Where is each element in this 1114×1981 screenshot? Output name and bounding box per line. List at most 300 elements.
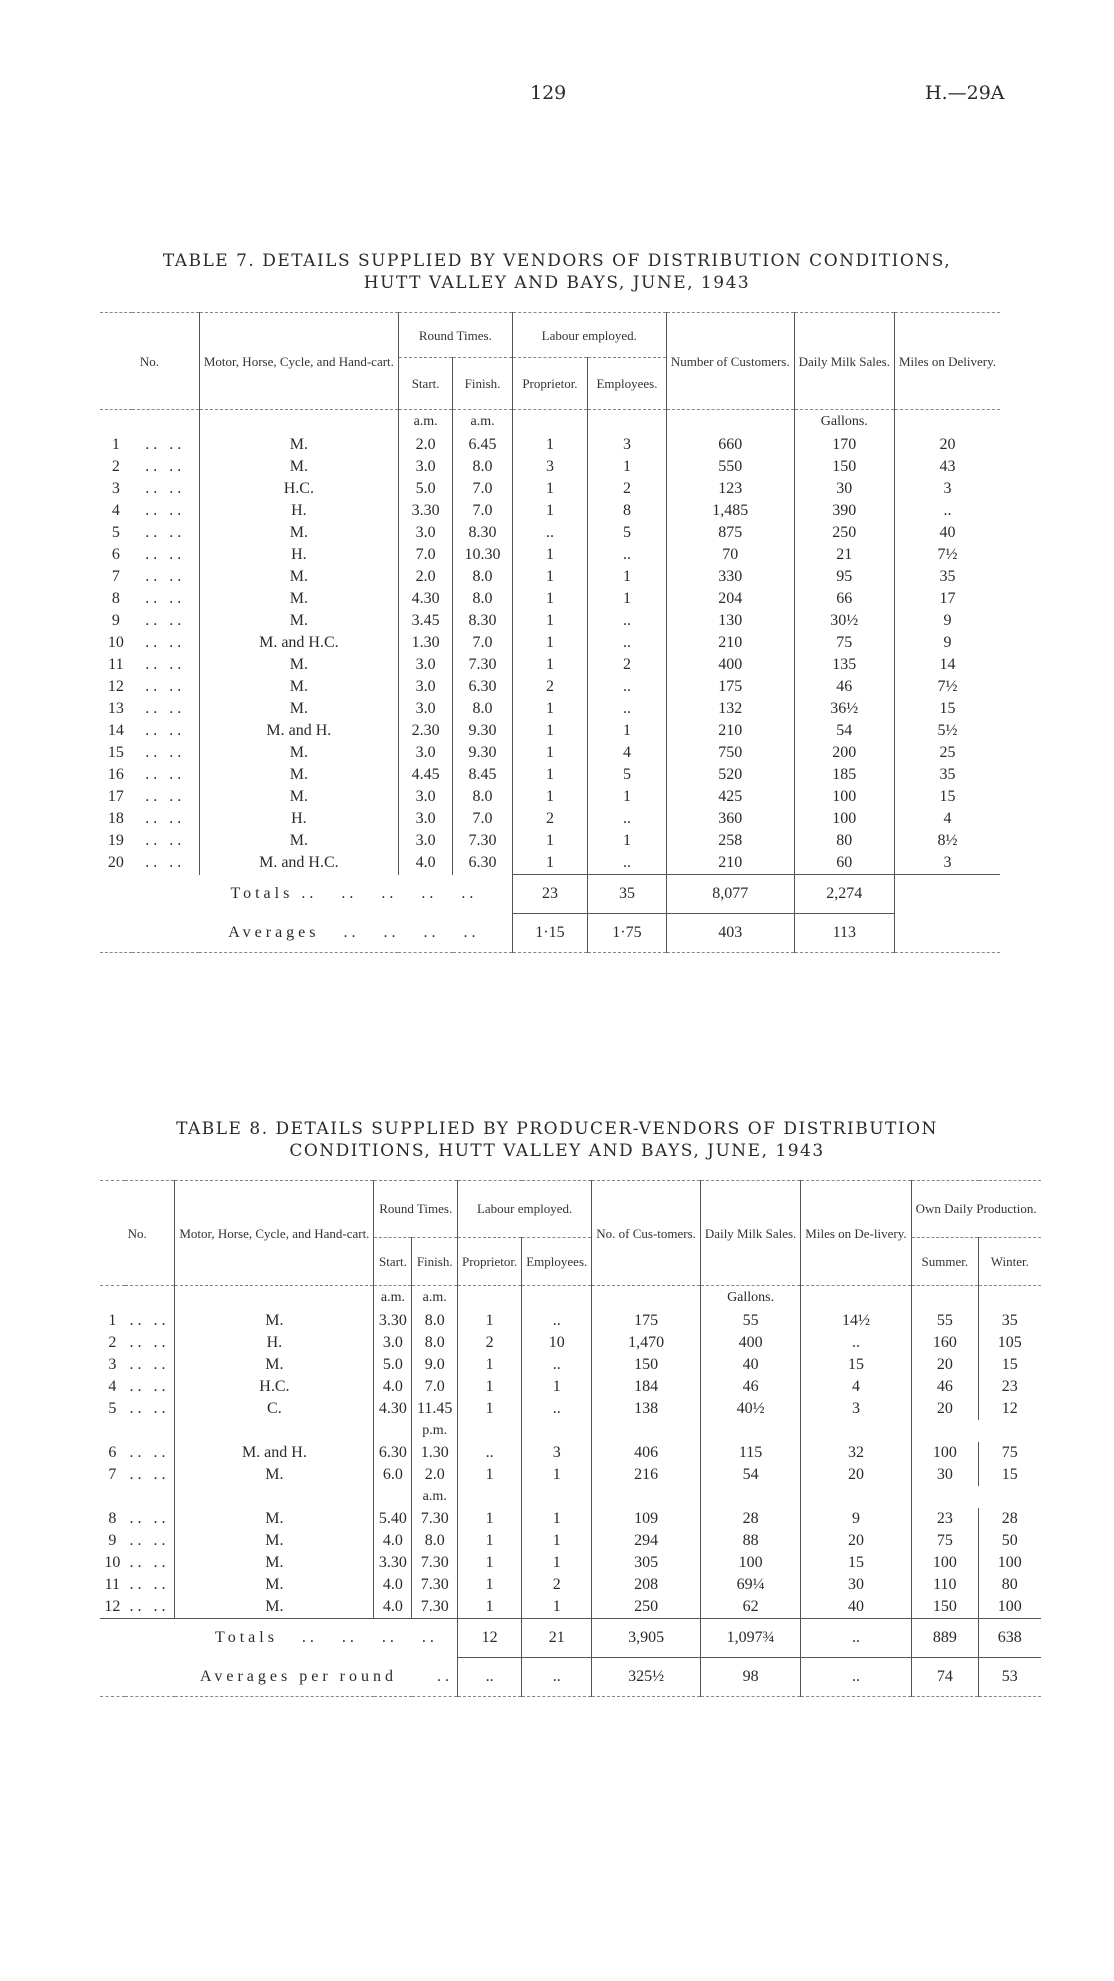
t7-cell-customers: 425 [666, 786, 794, 808]
t8-table-row [100, 1464, 1041, 1486]
t8-cell-sales: 69¼ [700, 1574, 800, 1596]
t7-row-number: 13 [107, 700, 124, 717]
t7-table-row [100, 632, 1000, 654]
t8-cell-winter: 15 [1001, 1356, 1018, 1373]
t8-header-no: No. [100, 1181, 175, 1286]
t8-cell-customers: 138 [592, 1398, 701, 1420]
t8-blank [700, 1420, 800, 1442]
t7-row-number: 5 [111, 524, 120, 541]
t7-cell-customers: 400 [666, 654, 794, 676]
t7-averages-row: Averages .. .. .. .. 1·15 1·75 403 113 [100, 914, 1000, 953]
t7-cell-start: 3.0 [398, 786, 452, 808]
t8-cell-miles: 40 [801, 1596, 911, 1619]
t7-cell-finish: 7.0 [453, 632, 512, 654]
t8-cell-proprietor: 1 [457, 1398, 521, 1420]
t8-cell-proprietor: 1 [457, 1596, 521, 1619]
t8-averages-employees: .. [522, 1658, 592, 1697]
t8-blank [592, 1420, 701, 1442]
t7-cell-proprietor: 2 [512, 676, 587, 698]
t8-cell-finish: 2.0 [412, 1464, 458, 1486]
t8-table-row [100, 1530, 1041, 1552]
t8-table-row [100, 1552, 1041, 1574]
t7-cell-sales: 54 [794, 720, 894, 742]
t8-cell-customers: 294 [592, 1530, 701, 1552]
table8 [100, 1180, 1041, 1697]
t8-blank [979, 1486, 1041, 1508]
t8-cell-winter: 35 [1001, 1312, 1018, 1329]
t7-cell-motor: M. [199, 742, 398, 764]
t8-cell-employees: 1 [522, 1464, 592, 1486]
t7-cell-start: 5.0 [398, 478, 452, 500]
t7-header-proprietor: Proprietor. [512, 358, 587, 410]
t7-cell-employees: 1 [588, 456, 667, 478]
t7-row-number: 20 [107, 854, 124, 872]
t7-cell-employees: 2 [588, 654, 667, 676]
t7-cell-employees: 5 [588, 764, 667, 786]
t7-cell-sales: 30 [794, 478, 894, 500]
t8-blank [100, 1486, 125, 1508]
t8-cell-summer: 46 [911, 1376, 978, 1398]
t7-cell-employees: .. [588, 544, 667, 566]
t8-averages-proprietor: .. [457, 1658, 521, 1697]
t8-cell-sales: 28 [700, 1508, 800, 1530]
t7-leader-dots: .. .. [145, 590, 186, 607]
t7-cell-proprietor: 1 [512, 610, 587, 632]
t8-cell-motor: C. [175, 1398, 374, 1420]
t7-leader-dots: .. .. [145, 436, 186, 453]
t7-cell-miles: 15 [939, 700, 956, 717]
t8-cell-sales: 400 [700, 1332, 800, 1354]
t7-cell-customers: 520 [666, 764, 794, 786]
t8-table-row [100, 1508, 1041, 1530]
t8-row-number: 7 [108, 1466, 117, 1483]
t8-cell-miles: 30 [801, 1574, 911, 1596]
t8-totals-proprietor: 12 [457, 1619, 521, 1658]
t7-cell-start: 3.0 [398, 742, 452, 764]
t7-cell-finish: 7.0 [453, 500, 512, 522]
t8-cell-motor: M. [175, 1310, 374, 1332]
t8-cell-customers: 305 [592, 1552, 701, 1574]
t8-cell-customers: 184 [592, 1376, 701, 1398]
t7-leader-dots: .. .. [145, 480, 186, 497]
t7-table-row [100, 588, 1000, 610]
t7-cell-motor: M. and H.C. [199, 632, 398, 654]
t7-cell-customers: 130 [666, 610, 794, 632]
t7-cell-finish: 7.30 [453, 830, 512, 852]
t8-cell-sales: 46 [700, 1376, 800, 1398]
t8-cell-start: 4.0 [374, 1596, 412, 1619]
t7-cell-sales: 46 [794, 676, 894, 698]
t7-table-row [100, 808, 1000, 830]
t8-table-row [100, 1574, 1041, 1596]
t8-row-number: 5 [108, 1400, 117, 1417]
t8-cell-start: 6.30 [374, 1442, 412, 1464]
t8-blank [374, 1420, 412, 1442]
t7-cell-employees: .. [588, 852, 667, 875]
t8-row-number: 12 [104, 1598, 121, 1615]
t7-cell-employees: 4 [588, 742, 667, 764]
t7-cell-employees: 1 [588, 566, 667, 588]
t8-cell-employees: 1 [522, 1508, 592, 1530]
t8-cell-miles: 14½ [801, 1310, 911, 1332]
t8-cell-miles: 20 [801, 1530, 911, 1552]
t8-cell-winter: 105 [997, 1334, 1022, 1351]
t7-cell-start: 2.0 [398, 434, 452, 456]
t8-cell-proprietor: 1 [457, 1530, 521, 1552]
t8-header-employees: Employees. [522, 1237, 592, 1285]
t8-cell-motor: H.C. [175, 1376, 374, 1398]
page-number: 129 [530, 82, 567, 104]
t7-cell-start: 1.30 [398, 632, 452, 654]
t7-row-number: 9 [111, 612, 120, 629]
t8-cell-proprietor: 1 [457, 1574, 521, 1596]
t8-table-row [100, 1376, 1041, 1398]
t7-cell-proprietor: 3 [512, 456, 587, 478]
t8-blank [100, 1420, 125, 1442]
t8-cell-summer: 55 [911, 1310, 978, 1332]
t7-cell-start: 3.0 [398, 830, 452, 852]
t7-cell-finish: 8.45 [453, 764, 512, 786]
t8-cell-proprietor: 1 [457, 1552, 521, 1574]
t7-cell-sales: 75 [794, 632, 894, 654]
t8-cell-sales: 40½ [700, 1398, 800, 1420]
t7-leader-dots: .. .. [145, 744, 186, 761]
t8-totals-winter: 638 [979, 1619, 1041, 1658]
t8-cell-employees: 1 [522, 1596, 592, 1619]
t8-cell-employees: 2 [522, 1574, 592, 1596]
t7-table-row [100, 830, 1000, 852]
t7-row-number: 16 [107, 766, 124, 783]
t8-cell-winter: 100 [997, 1598, 1022, 1615]
t8-cell-employees: .. [522, 1398, 592, 1420]
t7-totals-row: Totals .. .. .. .. .. 23 35 8,077 2,274 [100, 875, 1000, 914]
t7-header-start: Start. [398, 358, 452, 410]
t8-averages-row: Averages per round .. .. .. 325½ 98 .. 74 53 [100, 1658, 1041, 1697]
t7-cell-miles: 7½ [937, 678, 958, 695]
t7-totals-customers: 8,077 [666, 875, 794, 914]
t8-averages-summer: 74 [911, 1658, 978, 1697]
t8-cell-customers: 1,470 [592, 1332, 701, 1354]
t8-cell-customers: 150 [592, 1354, 701, 1376]
t7-cell-customers: 210 [666, 720, 794, 742]
t8-header-round-times: Round Times. [374, 1181, 458, 1238]
t7-cell-finish: 9.30 [453, 742, 512, 764]
t7-cell-start: 2.30 [398, 720, 452, 742]
t7-cell-motor: M. [199, 588, 398, 610]
t7-cell-start: 3.0 [398, 654, 452, 676]
t8-cell-motor: M. [175, 1464, 374, 1486]
t7-leader-dots: .. .. [145, 524, 186, 541]
t7-cell-start: 3.0 [398, 808, 452, 830]
t7-row-number: 3 [111, 480, 120, 497]
t7-cell-customers: 175 [666, 676, 794, 698]
t7-cell-proprietor: 1 [512, 654, 587, 676]
t7-cell-motor: M. [199, 610, 398, 632]
t7-cell-sales: 250 [794, 522, 894, 544]
t7-header-finish: Finish. [453, 358, 512, 410]
t7-cell-finish: 8.0 [453, 456, 512, 478]
t7-table-row [100, 742, 1000, 764]
t7-leader-dots: .. .. [145, 766, 186, 783]
t7-cell-proprietor: 1 [512, 544, 587, 566]
t7-cell-sales: 21 [794, 544, 894, 566]
t8-blank [522, 1486, 592, 1508]
t8-averages-customers: 325½ [592, 1658, 701, 1697]
t8-row-number: 11 [104, 1576, 121, 1593]
t8-cell-finish: 7.30 [412, 1552, 458, 1574]
t7-cell-miles: 15 [939, 788, 956, 805]
t7-row-number: 1 [111, 436, 120, 453]
t7-cell-miles: 3 [943, 480, 952, 497]
t8-cell-employees: 1 [522, 1552, 592, 1574]
t8-blank [457, 1486, 521, 1508]
table7-title-line1: TABLE 7. DETAILS SUPPLIED BY VENDORS OF DISTRIBUTION CONDITIONS, [162, 251, 952, 271]
t8-table-row [100, 1310, 1041, 1332]
t7-cell-proprietor: 1 [512, 478, 587, 500]
t7-cell-employees: .. [588, 698, 667, 720]
t8-totals-customers: 3,905 [592, 1619, 701, 1658]
t7-row-number: 8 [111, 590, 120, 607]
t8-leader-dots: .. .. [129, 1334, 170, 1351]
t8-row-number: 2 [108, 1334, 117, 1351]
t7-cell-motor: H. [199, 544, 398, 566]
t7-cell-start: 3.45 [398, 610, 452, 632]
t7-cell-miles: 3 [943, 854, 952, 871]
document-reference: H.—29A [925, 82, 1005, 104]
t7-cell-proprietor: 1 [512, 852, 587, 875]
t7-leader-dots: .. .. [145, 810, 186, 827]
t8-totals-sales: 1,097¾ [700, 1619, 800, 1658]
t7-cell-sales: 30½ [794, 610, 894, 632]
t8-cell-motor: M. and H. [175, 1442, 374, 1464]
t8-blank [125, 1486, 175, 1508]
t7-cell-finish: 6.45 [453, 434, 512, 456]
t8-header-proprietor: Proprietor. [457, 1237, 521, 1285]
t7-leader-dots: .. .. [145, 678, 186, 695]
t7-row-number: 10 [107, 634, 124, 651]
t7-table-row [100, 676, 1000, 698]
t7-cell-motor: H. [199, 500, 398, 522]
t8-table-row [100, 1442, 1041, 1464]
t7-cell-employees: 1 [588, 588, 667, 610]
t7-cell-finish: 8.0 [453, 698, 512, 720]
t7-cell-employees: 1 [588, 830, 667, 852]
t7-cell-customers: 258 [666, 830, 794, 852]
t8-blank [801, 1420, 911, 1442]
t7-cell-finish: 7.0 [453, 478, 512, 500]
table7 [100, 312, 1000, 953]
t8-header-customers: No. of Cus-tomers. [592, 1181, 701, 1286]
t7-cell-customers: 1,485 [666, 500, 794, 522]
t7-row-number: 2 [111, 458, 120, 475]
t8-cell-miles: 4 [801, 1376, 911, 1398]
t8-cell-winter: 100 [997, 1554, 1022, 1571]
t8-cell-start: 5.0 [374, 1354, 412, 1376]
t7-leader-dots: .. .. [145, 458, 186, 475]
t8-cell-sales: 54 [700, 1464, 800, 1486]
t8-cell-customers: 250 [592, 1596, 701, 1619]
t8-leader-dots: .. .. [129, 1598, 170, 1615]
t8-cell-miles: 3 [801, 1398, 911, 1420]
t8-cell-motor: M. [175, 1354, 374, 1376]
t8-row-number: 10 [104, 1554, 121, 1571]
t7-cell-customers: 330 [666, 566, 794, 588]
t7-cell-sales: 170 [794, 434, 894, 456]
t7-cell-employees: .. [588, 676, 667, 698]
t8-cell-summer: 100 [911, 1442, 978, 1464]
t8-cell-proprietor: 1 [457, 1376, 521, 1398]
t7-cell-motor: M. [199, 522, 398, 544]
t8-averages-winter: 53 [979, 1658, 1041, 1697]
t8-blank [700, 1486, 800, 1508]
t7-header-customers: Number of Customers. [666, 313, 794, 410]
t7-header-round-times: Round Times. [398, 313, 512, 358]
t8-cell-customers: 208 [592, 1574, 701, 1596]
t8-header-labour: Labour employed. [457, 1181, 591, 1238]
t7-cell-start: 3.0 [398, 698, 452, 720]
t7-cell-start: 3.30 [398, 500, 452, 522]
t7-cell-customers: 70 [666, 544, 794, 566]
t7-table-row [100, 786, 1000, 808]
t7-cell-employees: 1 [588, 720, 667, 742]
t8-leader-dots: .. .. [129, 1312, 170, 1329]
t7-cell-motor: H. [199, 808, 398, 830]
t8-cell-customers: 406 [592, 1442, 701, 1464]
t7-cell-finish: 7.0 [453, 808, 512, 830]
t7-leader-dots: .. .. [145, 568, 186, 585]
t8-header-motor: Motor, Horse, Cycle, and Hand-cart. [175, 1181, 374, 1286]
t7-cell-start: 3.0 [398, 522, 452, 544]
t7-unit-start: a.m. [398, 410, 452, 435]
t8-header-own: Own Daily Production. [911, 1181, 1040, 1238]
t8-cell-finish: 8.0 [412, 1332, 458, 1354]
t8-cell-finish: 8.0 [412, 1310, 458, 1332]
table8-title [0, 1118, 1114, 1162]
t7-leader-dots: .. .. [145, 788, 186, 805]
t7-cell-employees: 3 [588, 434, 667, 456]
t8-row-number: 1 [108, 1312, 117, 1329]
t8-cell-summer: 30 [911, 1464, 978, 1486]
t7-cell-finish: 8.30 [453, 610, 512, 632]
t7-cell-miles: 35 [939, 568, 956, 585]
t7-cell-start: 4.30 [398, 588, 452, 610]
t7-totals-label: Totals [230, 885, 294, 902]
t8-totals-label: Totals [215, 1629, 278, 1647]
t8-cell-proprietor: .. [457, 1442, 521, 1464]
t8-leader-dots: .. .. [129, 1466, 170, 1483]
t8-cell-motor: H. [175, 1332, 374, 1354]
t7-cell-sales: 95 [794, 566, 894, 588]
t8-cell-employees: 1 [522, 1376, 592, 1398]
t7-cell-miles: 9 [943, 634, 952, 651]
t8-blank [175, 1420, 374, 1442]
t8-blank [457, 1420, 521, 1442]
t7-leader-dots: .. .. [145, 546, 186, 563]
t8-cell-miles: 32 [801, 1442, 911, 1464]
t7-cell-finish: 9.30 [453, 720, 512, 742]
t7-cell-miles: 14 [939, 656, 956, 673]
t8-header-summer: Summer. [911, 1237, 978, 1285]
t8-cell-summer: 20 [911, 1354, 978, 1376]
t7-leader-dots: .. .. [145, 634, 186, 651]
t8-row-number: 8 [108, 1510, 117, 1527]
t7-leader-dots: .. .. [145, 656, 186, 673]
t7-cell-miles: 43 [939, 458, 956, 475]
t7-cell-miles: 40 [939, 524, 956, 541]
t8-blank [125, 1420, 175, 1442]
t7-cell-proprietor: 1 [512, 786, 587, 808]
t7-header-miles: Miles on Delivery. [894, 313, 1000, 410]
t8-cell-proprietor: 1 [457, 1310, 521, 1332]
t7-cell-motor: M. [199, 764, 398, 786]
t8-totals-row: Totals .. .. .. .. 12 21 3,905 1,097¾ .. 889 638 [100, 1619, 1041, 1658]
t7-cell-sales: 100 [794, 786, 894, 808]
t7-totals-sales: 2,274 [794, 875, 894, 914]
t7-table-row [100, 478, 1000, 500]
t7-cell-proprietor: 2 [512, 808, 587, 830]
t7-cell-finish: 8.0 [453, 588, 512, 610]
t7-cell-employees: .. [588, 632, 667, 654]
t7-row-number: 15 [107, 744, 124, 761]
t7-cell-proprietor: .. [512, 522, 587, 544]
t7-cell-miles: 17 [939, 590, 956, 607]
t8-cell-winter: 12 [1001, 1400, 1018, 1417]
t7-cell-miles: .. [943, 502, 952, 519]
t7-cell-proprietor: 1 [512, 830, 587, 852]
table8-title-line2: CONDITIONS, HUTT VALLEY AND BAYS, JUNE, 1943 [289, 1141, 825, 1161]
t7-cell-sales: 135 [794, 654, 894, 676]
t8-blank [801, 1486, 911, 1508]
table8-title-line1: TABLE 8. DETAILS SUPPLIED BY PRODUCER-VENDORS OF DISTRIBUTION [176, 1119, 938, 1139]
t8-blank [374, 1486, 412, 1508]
t8-cell-employees: 10 [522, 1332, 592, 1354]
t7-cell-customers: 123 [666, 478, 794, 500]
t7-header-labour: Labour employed. [512, 313, 666, 358]
t7-cell-customers: 210 [666, 632, 794, 654]
t8-cell-start: 6.0 [374, 1464, 412, 1486]
t7-averages-customers: 403 [666, 914, 794, 953]
t7-cell-customers: 550 [666, 456, 794, 478]
t8-header-sales: Daily Milk Sales. [700, 1181, 800, 1286]
t8-totals-summer: 889 [911, 1619, 978, 1658]
t8-table-row [100, 1596, 1041, 1619]
t8-header-start: Start. [374, 1237, 412, 1285]
t8-cell-sales: 40 [700, 1354, 800, 1376]
t8-cell-start: 5.40 [374, 1508, 412, 1530]
t7-cell-employees: 1 [588, 786, 667, 808]
t7-cell-motor: M. and H. [199, 720, 398, 742]
t8-blank [175, 1486, 374, 1508]
t7-cell-motor: M. [199, 456, 398, 478]
t7-cell-proprietor: 1 [512, 720, 587, 742]
t8-cell-motor: M. [175, 1552, 374, 1574]
t7-row-number: 17 [107, 788, 124, 805]
t7-cell-customers: 210 [666, 852, 794, 875]
t7-cell-sales: 150 [794, 456, 894, 478]
t7-cell-start: 4.45 [398, 764, 452, 786]
t7-cell-motor: M. [199, 654, 398, 676]
t7-table-row [100, 852, 1000, 875]
t7-cell-sales: 185 [794, 764, 894, 786]
t7-cell-sales: 66 [794, 588, 894, 610]
t8-row-number: 4 [108, 1378, 117, 1395]
t8-cell-summer: 110 [911, 1574, 978, 1596]
t7-averages-label: Averages [228, 923, 320, 941]
t8-cell-employees: 3 [522, 1442, 592, 1464]
t7-cell-miles: 5½ [937, 722, 958, 739]
t7-row-number: 18 [107, 810, 124, 827]
t8-cell-summer: 75 [911, 1530, 978, 1552]
